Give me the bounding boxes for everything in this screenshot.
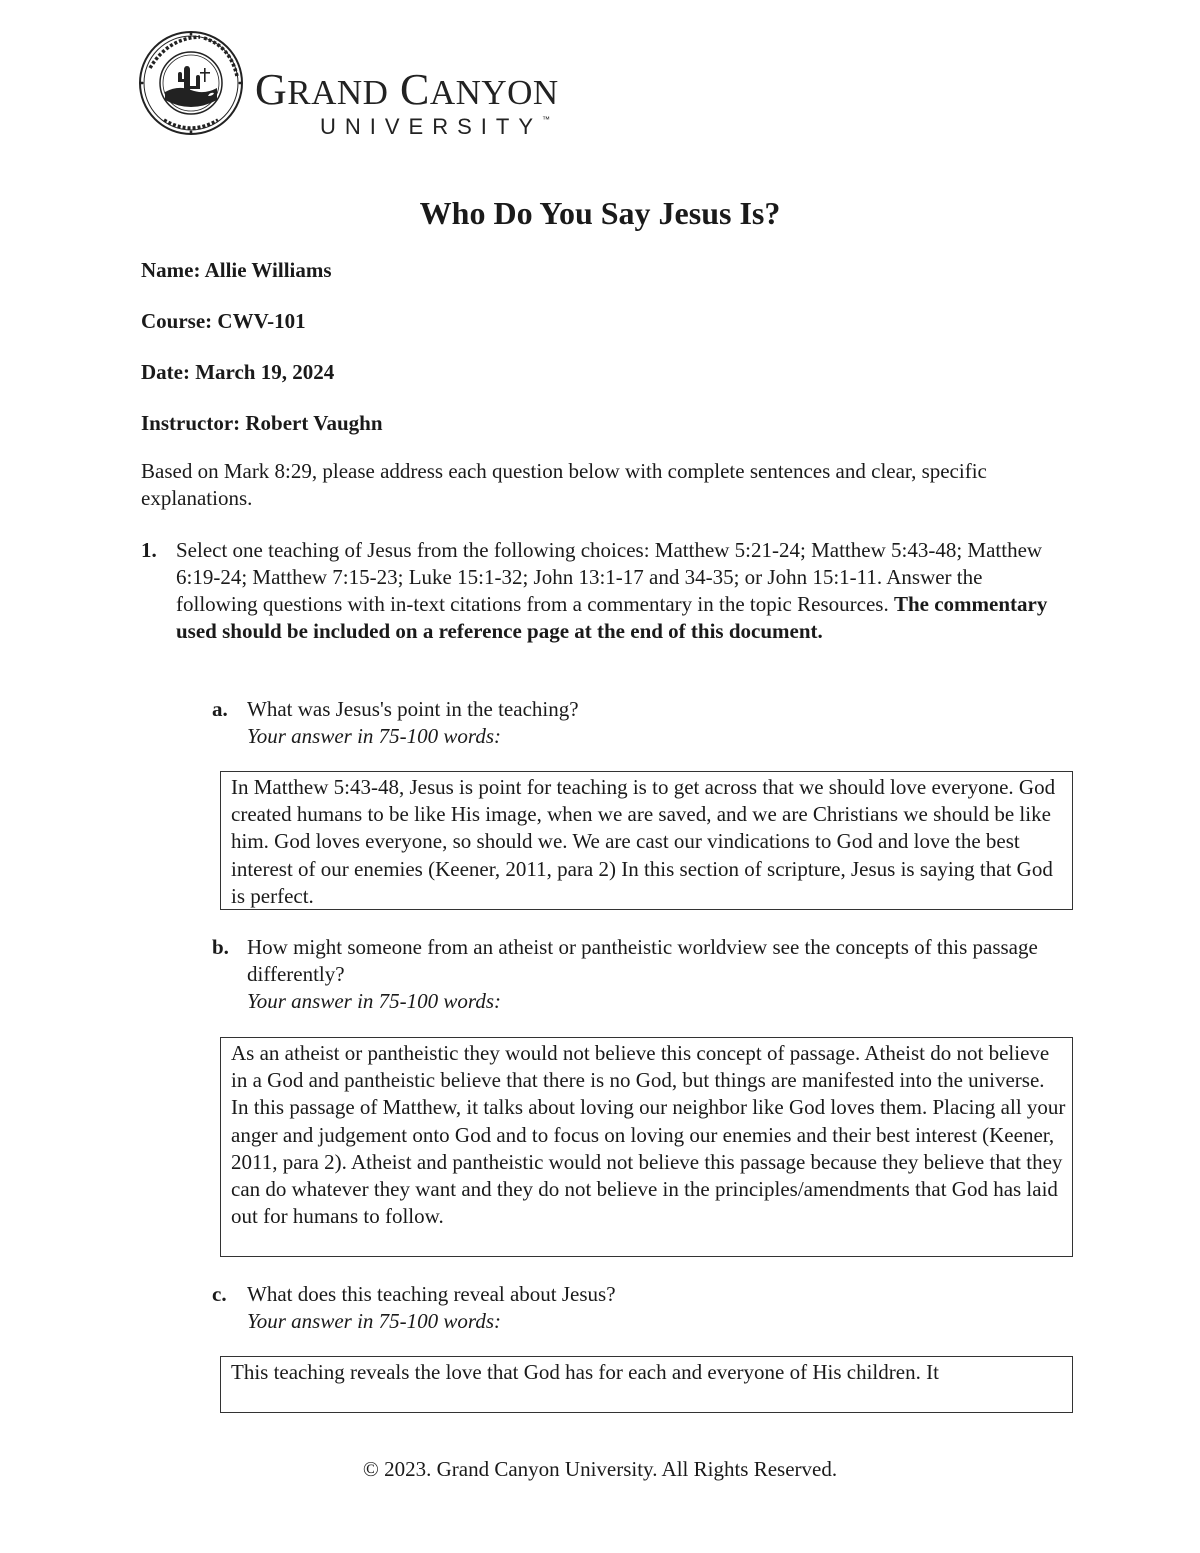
answer-text-a: In Matthew 5:43-48, Jesus is point for teaching is to get across that we should love everyone. God created humans to be like His image, when we are saved, and we are Christians we should be like him. God loves everyone, so should we. We are cast our vindications to God and love the best interest of our enemies (Keener, 2011, para 2) In this section of scripture, Jesus is saying that God is perfect. bbox=[231, 775, 1056, 908]
instructor-field: Instructor: Robert Vaughn bbox=[141, 411, 383, 435]
question-1-text bbox=[176, 537, 1061, 645]
university-seal-icon bbox=[138, 30, 244, 136]
question-1-prompt: Select one teaching of Jesus from the following choices: Matthew 5:21-24; Matthew 5:43-48; Matthew 6:19-24; Matthew 7:15-23; Luke 15:1-32; John 13:1-17 and 34-35; or John 15:1-11. Answer the following questions with in-text citations from a commentary in the topic Resources. bbox=[176, 538, 1043, 616]
answer-text-b: As an atheist or pantheistic they would not believe this concept of passage. Atheist do not believe in a God and pantheistic believe that there is no God, but things are manifested into the universe. In this passage of Matthew, it talks about loving our neighbor like God loves them. Placing all your anger and judgement onto God and to focus on loving our enemies and their best interest (Keener, 2011, para 2). Atheist and pantheistic would not believe this passage because they believe that they can do whatever they want and they do not believe in the principles/amendments that God has laid out for humans to follow. bbox=[231, 1041, 1066, 1229]
copyright-footer: © 2023. Grand Canyon University. All Rights Reserved. bbox=[362, 1457, 838, 1481]
subquestion-c-prompt: What does this teaching reveal about Jesus? bbox=[247, 1282, 616, 1306]
answer-hint: Your answer in 75-100 words: bbox=[247, 724, 501, 748]
course-field: Course: CWV-101 bbox=[141, 309, 306, 333]
logo-wordmark-grand-canyon bbox=[255, 65, 559, 114]
logo-text-rand: RAND bbox=[287, 73, 389, 112]
answer-hint: Your answer in 75-100 words: bbox=[247, 989, 501, 1013]
answer-box-b[interactable] bbox=[220, 1037, 1073, 1257]
university-logo bbox=[138, 30, 618, 139]
answer-box-c[interactable] bbox=[220, 1356, 1073, 1413]
subquestion-c-text bbox=[247, 1281, 1072, 1335]
logo-text-anyon: ANYON bbox=[429, 73, 559, 112]
logo-text-university: UNIVERSITY bbox=[320, 114, 543, 139]
answer-hint: Your answer in 75-100 words: bbox=[247, 1309, 501, 1333]
subquestion-a-prompt: What was Jesus's point in the teaching? bbox=[247, 697, 579, 721]
logo-wordmark-university bbox=[320, 116, 550, 138]
question-number: 1. bbox=[141, 538, 157, 562]
subquestion-letter: c. bbox=[212, 1282, 227, 1306]
logo-initial-g: G bbox=[255, 65, 288, 114]
instructions-paragraph: Based on Mark 8:29, please address each question below with complete sentences and clear, specific explanations. bbox=[141, 459, 987, 510]
answer-text-c: This teaching reveals the love that God has for each and everyone of His children. It bbox=[231, 1360, 939, 1384]
date-field: Date: March 19, 2024 bbox=[141, 360, 335, 384]
subquestion-b-prompt: How might someone from an atheist or pantheistic worldview see the concepts of this passage differently? bbox=[247, 935, 1038, 986]
document-title: Who Do You Say Jesus Is? bbox=[419, 195, 781, 231]
name-field: Name: Allie Williams bbox=[141, 258, 332, 282]
subquestion-b-text bbox=[247, 934, 1072, 1015]
question-1-bold-note: The commentary used should be included on a reference page at the end of this document. bbox=[176, 592, 1048, 643]
subquestion-letter: a. bbox=[212, 697, 228, 721]
subquestion-letter: b. bbox=[212, 935, 229, 959]
answer-box-a[interactable] bbox=[220, 771, 1073, 910]
logo-trademark: ™ bbox=[542, 115, 551, 124]
logo-initial-c: C bbox=[399, 65, 430, 114]
subquestion-a-text bbox=[247, 696, 1072, 750]
